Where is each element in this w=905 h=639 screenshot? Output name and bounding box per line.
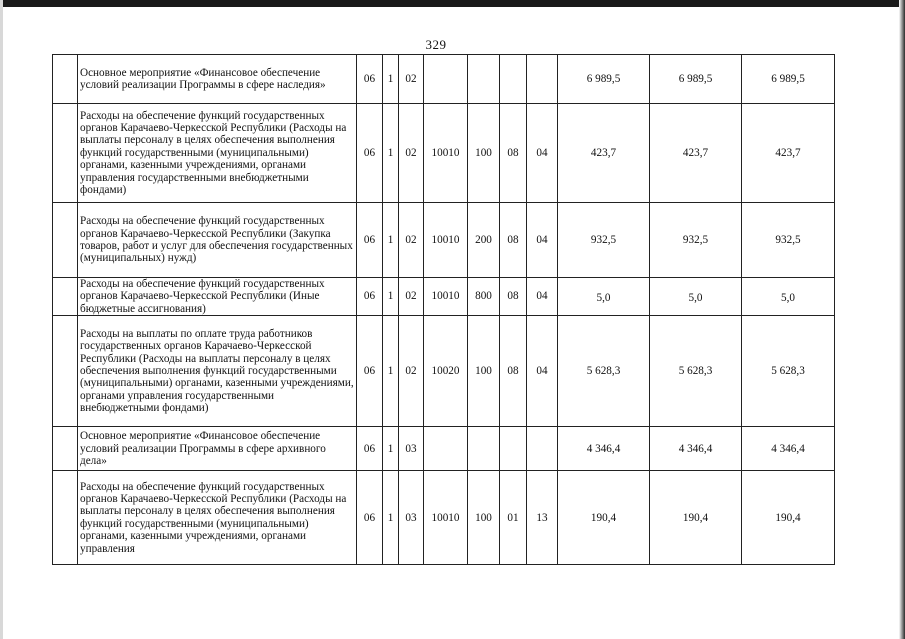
code-cell: 06 (357, 278, 383, 316)
code-cell: 02 (399, 203, 424, 278)
amount-cell: 6 989,5 (558, 55, 650, 104)
description-cell: Основное мероприятие «Финансовое обеспечение условий реализации Программы в сфере архивного дела» (78, 427, 357, 471)
amount-cell: 5,0 (650, 278, 742, 316)
code-cell: 06 (357, 55, 383, 104)
amount-cell: 423,7 (558, 104, 650, 203)
code-cell (424, 427, 468, 471)
code-cell: 04 (527, 316, 558, 427)
code-cell: 06 (357, 471, 383, 565)
row-number-cell (53, 55, 78, 104)
code-cell (527, 427, 558, 471)
amount-cell: 423,7 (650, 104, 742, 203)
code-cell: 1 (383, 471, 399, 565)
amount-cell: 4 346,4 (558, 427, 650, 471)
code-cell (468, 427, 500, 471)
code-cell: 04 (527, 203, 558, 278)
code-cell (468, 55, 500, 104)
code-cell: 1 (383, 427, 399, 471)
code-cell: 02 (399, 55, 424, 104)
amount-cell: 932,5 (558, 203, 650, 278)
budget-table (52, 54, 835, 565)
code-cell: 1 (383, 316, 399, 427)
amount-cell: 932,5 (742, 203, 835, 278)
code-cell: 800 (468, 278, 500, 316)
table-row (53, 427, 835, 471)
code-cell: 1 (383, 203, 399, 278)
amount-cell: 190,4 (558, 471, 650, 565)
table-row (53, 471, 835, 565)
code-cell: 1 (383, 278, 399, 316)
code-cell: 02 (399, 316, 424, 427)
amount-cell: 190,4 (742, 471, 835, 565)
table-row (53, 104, 835, 203)
amount-cell: 5 628,3 (558, 316, 650, 427)
amount-cell: 5,0 (558, 278, 650, 316)
code-cell: 02 (399, 104, 424, 203)
amount-cell: 5 628,3 (742, 316, 835, 427)
amount-cell: 932,5 (650, 203, 742, 278)
description-cell: Расходы на обеспечение функций государственных органов Карачаево-Черкесской Республики (Расходы на выплаты персоналу в целях обеспечения выполнения функций государственными (муниципальными) органами, казенными учреждениями, органами управления (78, 471, 357, 565)
scan-edge-right (899, 0, 905, 639)
code-cell (500, 427, 527, 471)
description-cell: Расходы на обеспечение функций государственных органов Карачаево-Черкесской Республики (Закупка товаров, работ и услуг для обеспечения государственных (муниципальных) нужд) (78, 203, 357, 278)
code-cell: 10010 (424, 203, 468, 278)
amount-cell: 4 346,4 (650, 427, 742, 471)
code-cell: 10020 (424, 316, 468, 427)
description-cell: Расходы на обеспечение функций государственных органов Карачаево-Черкесской Республики (Расходы на выплаты персоналу в целях обеспечения выполнения функций государственными (муниципальными) органами, казенными учреждениями, органами управления государственными внебюджетными фондами) (78, 104, 357, 203)
code-cell: 200 (468, 203, 500, 278)
code-cell (500, 55, 527, 104)
code-cell (424, 55, 468, 104)
code-cell: 08 (500, 203, 527, 278)
amount-cell: 6 989,5 (742, 55, 835, 104)
code-cell: 10010 (424, 278, 468, 316)
description-cell: Основное мероприятие «Финансовое обеспечение условий реализации Программы в сфере наследия» (78, 55, 357, 104)
code-cell: 06 (357, 316, 383, 427)
table-row (53, 55, 835, 104)
row-number-cell (53, 427, 78, 471)
page-number: 329 (425, 37, 447, 52)
row-number-cell (53, 316, 78, 427)
code-cell: 06 (357, 203, 383, 278)
code-cell: 06 (357, 104, 383, 203)
code-cell: 1 (383, 104, 399, 203)
code-cell: 10010 (424, 471, 468, 565)
code-cell: 100 (468, 104, 500, 203)
code-cell: 10010 (424, 104, 468, 203)
amount-cell: 190,4 (650, 471, 742, 565)
row-number-cell (53, 471, 78, 565)
code-cell: 1 (383, 55, 399, 104)
code-cell: 13 (527, 471, 558, 565)
code-cell: 08 (500, 278, 527, 316)
code-cell: 04 (527, 278, 558, 316)
code-cell: 03 (399, 471, 424, 565)
code-cell: 08 (500, 316, 527, 427)
table-row (53, 203, 835, 278)
table-row (53, 316, 835, 427)
code-cell: 03 (399, 427, 424, 471)
scan-edge-left (0, 0, 3, 639)
row-number-cell (53, 203, 78, 278)
code-cell: 100 (468, 316, 500, 427)
code-cell: 04 (527, 104, 558, 203)
amount-cell: 423,7 (742, 104, 835, 203)
amount-cell: 4 346,4 (742, 427, 835, 471)
code-cell (527, 55, 558, 104)
code-cell: 06 (357, 427, 383, 471)
description-cell: Расходы на обеспечение функций государственных органов Карачаево-Черкесской Республики (Иные бюджетные ассигнования) (78, 278, 357, 316)
code-cell: 01 (500, 471, 527, 565)
description-cell: Расходы на выплаты по оплате труда работников государственных органов Карачаево-Черкесской Республики (Расходы на выплаты персоналу в целях обеспечения выполнения функций государственными (муниципальными) органами, казенными учреждениями, органами управления государственными внебюджетными фондами) (78, 316, 357, 427)
code-cell: 02 (399, 278, 424, 316)
table-row (53, 278, 835, 316)
amount-cell: 5 628,3 (650, 316, 742, 427)
scan-edge-top (0, 0, 905, 7)
code-cell: 08 (500, 104, 527, 203)
amount-cell: 5,0 (742, 278, 835, 316)
code-cell: 100 (468, 471, 500, 565)
row-number-cell (53, 278, 78, 316)
amount-cell: 6 989,5 (650, 55, 742, 104)
row-number-cell (53, 104, 78, 203)
